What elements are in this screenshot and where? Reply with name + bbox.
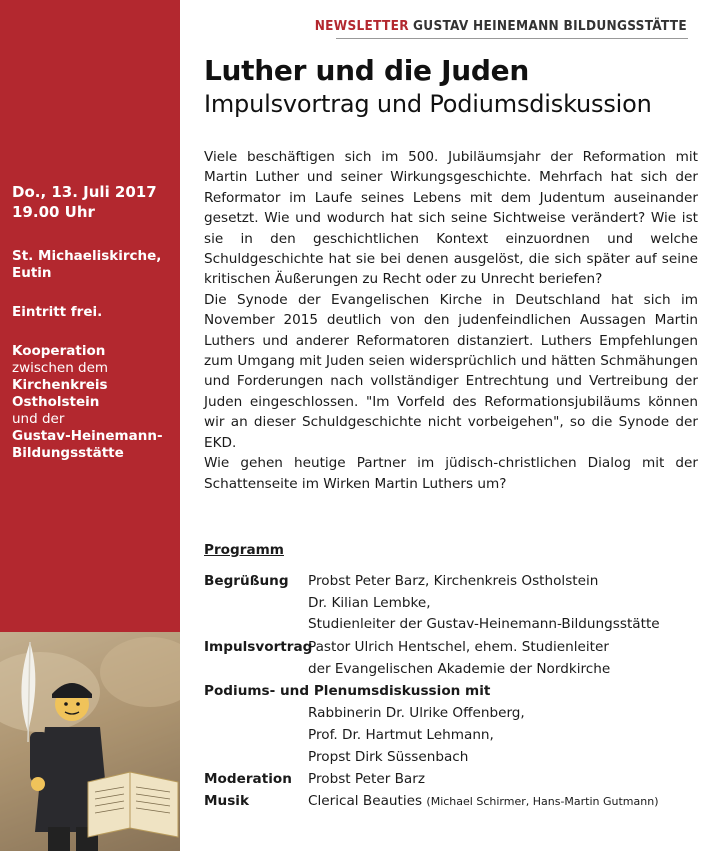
- program-music-band: Clerical Beauties: [308, 793, 423, 809]
- coop-line-1: Kooperation: [12, 343, 106, 359]
- program-panelist-1: Rabbinerin Dr. Ulrike Offenberg,: [308, 705, 525, 721]
- program-label-panel: Podiums- und Plenumsdiskussion mit: [204, 683, 491, 699]
- program-label-moderation: Moderation: [204, 771, 292, 787]
- program-panelist-3: Propst Dirk Süssenbach: [308, 749, 469, 765]
- program-greeting-speaker-2: Dr. Kilian Lembke,: [308, 594, 431, 611]
- event-date-time: [12, 182, 177, 222]
- event-time: 19.00 Uhr: [12, 203, 95, 221]
- page-title: Luther und die Juden: [204, 54, 529, 87]
- header-divider: [336, 38, 688, 39]
- organization-name: GUSTAV HEINEMANN BILDUNGSSTÄTTE: [413, 18, 687, 34]
- sidebar: [0, 0, 180, 632]
- program-music-members: (Michael Schirmer, Hans-Martin Gutmann): [426, 795, 659, 808]
- program-greeting-speaker-1: Probst Peter Barz, Kirchenkreis Ostholstein: [308, 573, 599, 589]
- event-location: [12, 248, 177, 282]
- coop-line-2: zwischen dem: [12, 360, 109, 376]
- newsletter-header: [315, 18, 687, 34]
- program-greeting-speaker-2-role: Studienleiter der Gustav-Heinemann-Bildungsstätte: [308, 616, 660, 632]
- description-paragraph-1: Viele beschäftigen sich im 500. Jubiläumsjahr der Reformation mit Martin Luther und seiner Wirkungsgeschichte. Mehrfach hat sich der Reformator im Laufe seines Lebens mit dem Judentum auseinander gesetzt. Wie und wodurch hat sich seine Sichtweise verändert? Wie ist sie in den geschichtlichen Kontext einzuordnen und welche Schuldgeschichte hat sie bei denen ausgelöst, die sich später auf seine kritischen Äußerungen zu Recht oder zu Unrecht beriefen?: [204, 149, 698, 288]
- program-moderator: Probst Peter Barz: [308, 771, 425, 787]
- location-line-1: St. Michaeliskirche,: [12, 248, 162, 264]
- location-line-2: Eutin: [12, 265, 52, 281]
- program-music: [308, 791, 659, 813]
- luther-figurine-photo: [0, 632, 180, 851]
- program-talk-speaker-role: der Evangelischen Akademie der Nordkirche: [308, 660, 611, 677]
- program-panelist-2: Prof. Dr. Hartmut Lehmann,: [308, 727, 494, 743]
- coop-line-5: und der: [12, 411, 65, 427]
- coop-line-6: Gustav-Heinemann-: [12, 428, 163, 444]
- coop-line-3: Kirchenkreis: [12, 377, 108, 393]
- event-date: Do., 13. Juli 2017: [12, 183, 157, 201]
- coop-line-7: Bildungsstätte: [12, 445, 124, 461]
- entry-note: Eintritt frei.: [12, 304, 103, 320]
- description-paragraph-3: Wie gehen heutige Partner im jüdisch-christlichen Dialog mit der Schattenseite im Wirken Martin Luthers um?: [204, 455, 698, 492]
- program-talk-speaker: Pastor Ulrich Hentschel, ehem. Studienleiter: [308, 639, 609, 655]
- program-label-music: Musik: [204, 793, 249, 809]
- event-description: [204, 147, 698, 494]
- luther-figurine-illustration: [0, 632, 180, 851]
- newsletter-label: NEWSLETTER: [314, 18, 409, 34]
- program-label-greeting: Begrüßung: [204, 573, 289, 589]
- description-paragraph-2: Die Synode der Evangelischen Kirche in Deutschland hat sich im November 2015 deutlich von den judenfeindlichen Aussagen Martin Luthers und anderer Reformatoren distanziert. Luthers Empfehlungen zum Umgang mit Juden seien widersprüchlich und hätten Schmähungen und Forderungen nach vollständiger Entrechtung und Vertreibung der Juden eingeschlossen. "Im Vorfeld des Reformationsjubiläums können wir an dieser Schuldgeschichte nicht vorbeigehen", so die Synode der EKD.: [204, 291, 698, 451]
- coop-line-4: Ostholstein: [12, 394, 100, 410]
- program-heading: Programm: [204, 542, 284, 558]
- cooperation-note: [12, 343, 177, 462]
- program-label-talk: Impulsvortrag: [204, 639, 313, 655]
- page-subtitle: Impulsvortrag und Podiumsdiskussion: [204, 90, 652, 118]
